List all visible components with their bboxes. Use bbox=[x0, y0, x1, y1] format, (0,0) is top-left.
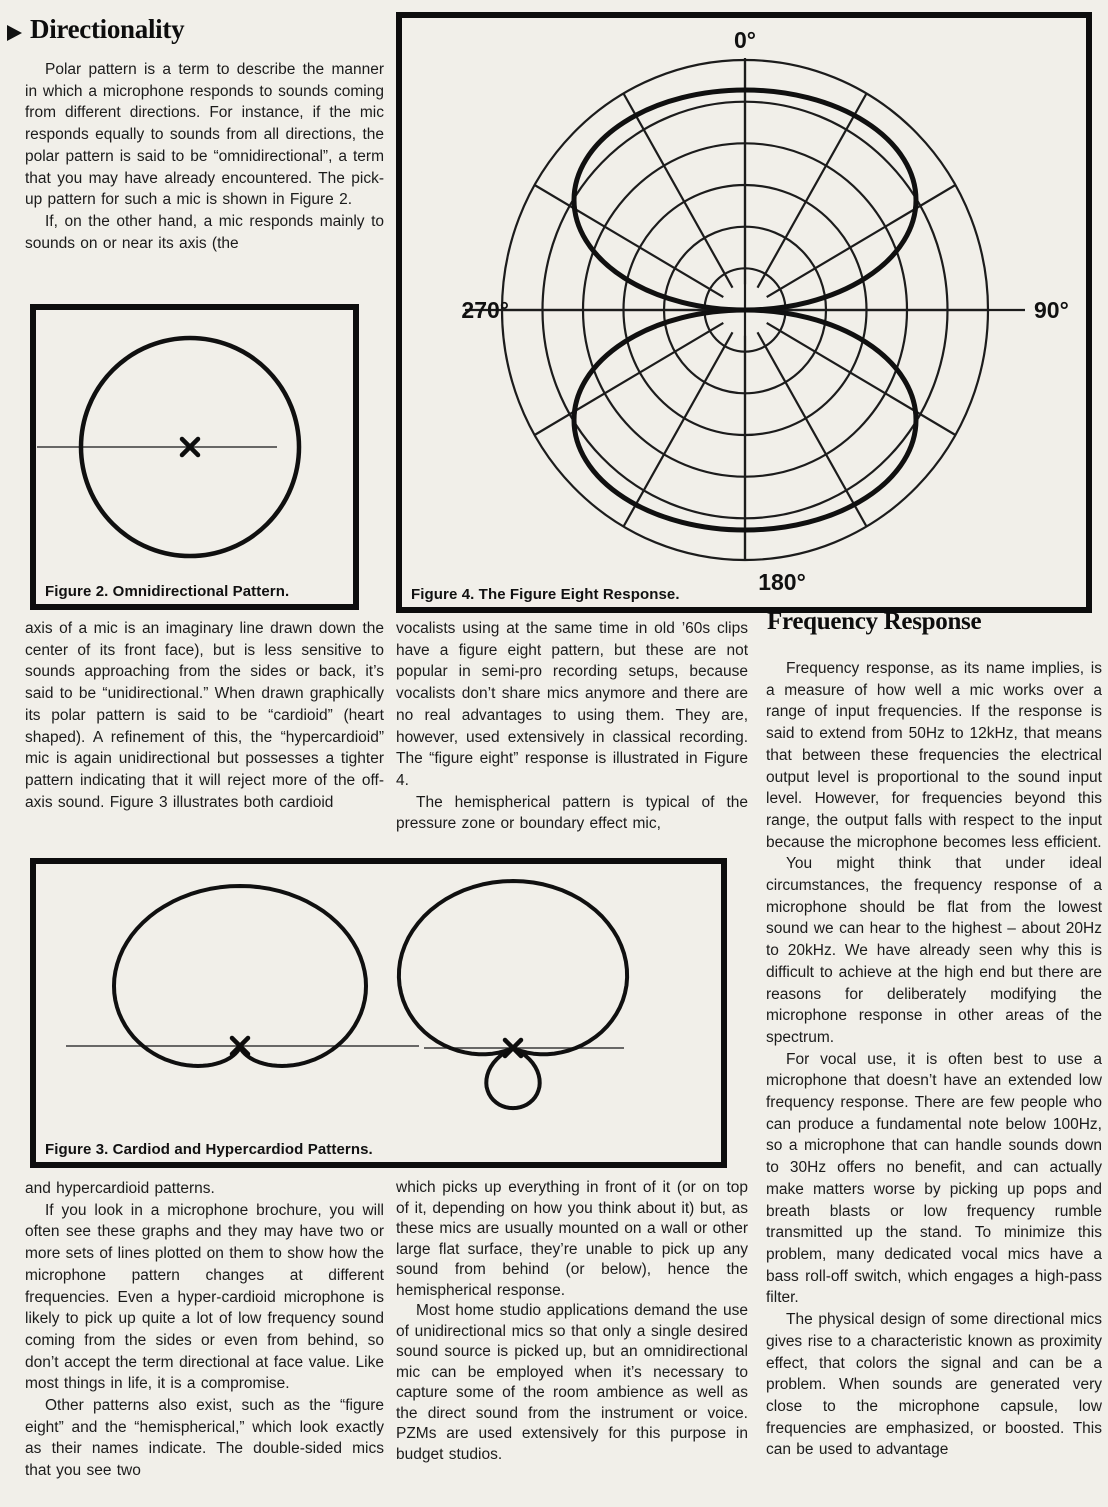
freq-paragraph-4: The physical design of some directional mics gives rise to a characteristic known as proximity effect, that colors the signal and can be a problem. When sounds are generated very close to the microphone capsule, low frequencies are emphasized, or boosted. This can be used to advantage bbox=[766, 1311, 1102, 1459]
bottom-left-paragraph-1: and hypercardioid patterns. bbox=[25, 1180, 215, 1197]
bottom-left-column bbox=[25, 1178, 384, 1482]
figure-2-box bbox=[30, 304, 359, 610]
left-mid-paragraph: axis of a mic is an imaginary line drawn down the center of its front face), but is less sensitive to sounds approaching from the sides or back, it’s said to be “unidirectional.” When drawn graphically its polar pattern is said to be “cardioid” (heart shaped). A refinement of this, the “hypercardioid” mic is again unidirectional but possesses a tighter pattern indicating that it will reject more of the off-axis sound. Figure 3 illustrates both cardioid bbox=[25, 620, 384, 811]
figure-eight-polar-diagram bbox=[402, 18, 1086, 607]
middle-paragraph-1: vocalists using at the same time in old ’60s clips have a figure eight pattern, but these are not popular in semi-pro recording setups, because vocalists don’t share mics anymore and there are no real advantages to using them. They are, however, used extensively in classical recording. The “figure eight” response is illustrated in Figure 4. bbox=[396, 620, 748, 789]
left-mid-column bbox=[25, 618, 384, 813]
freq-paragraph-3: For vocal use, it is often best to use a microphone that doesn’t have an extended low frequency response. There are few people who can produce a fundamental note below 100Hz, so a microphone that can handle sounds down to 30Hz offers no benefit, and can actually make matters worse by picking up pops and breath blasts or low frequency rumble transmitted up the stand. To minimize this problem, many dedicated vocal mics have a bass roll-off switch, which engages a high-pass filter. bbox=[766, 1050, 1102, 1307]
figure-2-caption: Figure 2. Omnidirectional Pattern. bbox=[45, 583, 290, 600]
angle-label-180: 180° bbox=[758, 569, 806, 595]
frequency-response-column bbox=[766, 658, 1102, 1461]
figure-4-caption: Figure 4. The Figure Eight Response. bbox=[411, 586, 680, 603]
angle-label-0: 0° bbox=[734, 27, 756, 53]
bottom-left-paragraph-2: If you look in a microphone brochure, you will often see these graphs and they may have two or more sets of lines plotted on them to show how the microphone pattern changes at different frequencies. Even a hyper-cardioid microphone is likely to pick up quite a lot of low frequency sound coming from the sides or even from behind, so don’t accept the term directional at face value. Like most things in life, it is a compromise. bbox=[25, 1201, 384, 1393]
angle-label-90: 90° bbox=[1034, 297, 1069, 323]
figure-3-box bbox=[30, 858, 727, 1168]
intro-paragraph-1: Polar pattern is a term to describe the manner in which a microphone responds to sounds coming from different directions. For instance, if the mic responds equally to sounds from all directions, the polar pattern is said to be “omnidirectional”, a term that you may have already encountered. The pick-up pattern for such a mic is shown in Figure 2. bbox=[25, 61, 384, 209]
omnidirectional-diagram bbox=[36, 310, 353, 604]
bottom-left-paragraph-3: Other patterns also exist, such as the “figure eight” and the “hemispherical,” which look exactly as their names indicate. The double-sided mics that you see two bbox=[25, 1397, 384, 1480]
cardioid-patterns-diagram bbox=[36, 864, 721, 1162]
cardioid-pattern-curve bbox=[114, 886, 366, 1066]
intro-paragraph-2: If, on the other hand, a mic responds mainly to sounds on or near its axis (the bbox=[25, 212, 384, 252]
page-title: Directionality bbox=[30, 14, 185, 44]
bottom-middle-column bbox=[396, 1178, 748, 1465]
frequency-response-heading: Frequency Response bbox=[767, 608, 982, 635]
middle-column bbox=[396, 618, 748, 835]
figure-3-caption: Figure 3. Cardiod and Hypercardiod Patterns. bbox=[45, 1141, 373, 1158]
freq-paragraph-2: You might think that under ideal circumstances, the frequency response of a microphone should be flat from the lowest sound we can hear to the highest – about 20Hz to 20kHz. We have already seen why this is difficult to achieve at the high end but there are reasons for deliberately modifying the microphone response in other areas of the spectrum. bbox=[766, 855, 1102, 1046]
figure-4-box bbox=[396, 12, 1092, 613]
middle-paragraph-2: The hemispherical pattern is typical of the pressure zone or boundary effect mic, bbox=[396, 793, 748, 833]
freq-paragraph-1: Frequency response, as its name implies, is a measure of how well a mic works over a range of input frequencies. If the response is said to extend from 50Hz to 12kHz, that means that between these frequencies the electrical output level is proportional to the sound input level. However, for frequencies beyond this range, the output falls with respect to the input because the microphone becomes less efficient. bbox=[766, 660, 1102, 851]
section-arrow-icon bbox=[7, 25, 22, 41]
bottom-middle-paragraph-1: which picks up everything in front of it (or on top of it, depending on how you think about it) but, as these mics are usually mounted on a wall or other large flat surface, they’re unable to pick up any sound from behind (or below), hence the hemispherical response. bbox=[396, 1179, 748, 1299]
angle-label-270: 270° bbox=[461, 297, 509, 323]
hypercardioid-pattern-curve bbox=[399, 881, 627, 1108]
intro-column bbox=[25, 59, 384, 254]
bottom-middle-paragraph-2: Most home studio applications demand the use of unidirectional mics so that only a single desired sound source is picked up, but an omnidirectional mic can be employed when it’s necessary to capture some of the room ambience as well as the direct sound from the instrument or voice. PZMs are used extensively for this purpose in budget studios. bbox=[396, 1302, 748, 1463]
